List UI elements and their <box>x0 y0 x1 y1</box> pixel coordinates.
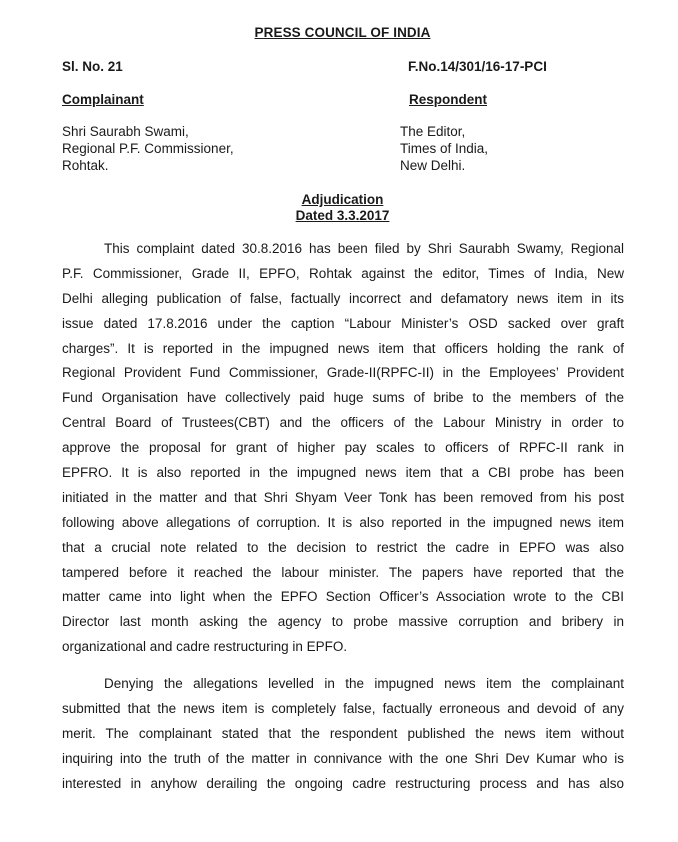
document-title <box>0 25 678 40</box>
respondent-address-line: Times of India, <box>400 141 489 156</box>
paragraph-line: interested in anyhow derailing the ongoing cadre restructuring process and has also <box>62 775 624 791</box>
adjudication-heading-text: Adjudication <box>301 192 384 207</box>
complainant-address-line: Shri Saurabh Swami, <box>62 124 189 139</box>
respondent-address-line: The Editor, <box>400 124 466 139</box>
complainant-address-line: Rohtak. <box>62 158 109 173</box>
adjudication-date-text: Dated 3.3.2017 <box>295 208 390 223</box>
file-number: F.No.14/301/16-17-PCI <box>408 59 547 74</box>
paragraph-line: organizational and cadre restructuring in EPFO. <box>62 639 348 655</box>
paragraph-line: Central Board of Trustees(CBT) and the officers of the Labour Ministry in order to <box>62 415 624 431</box>
paragraph-line: inquiring into the truth of the matter in connivance with the one Shri Dev Kumar who is <box>62 750 624 766</box>
respondent-address-line: New Delhi. <box>400 158 466 173</box>
paragraph-line: following above allegations of corruption. It is also reported in the impugned news item <box>62 514 624 530</box>
adjudication-heading <box>0 192 678 208</box>
paragraph-line: merit. The complainant stated that the respondent published the news item without <box>62 725 624 741</box>
paragraph-line: Denying the allegations levelled in the impugned news item the complainant <box>104 676 624 691</box>
adjudication-date <box>0 208 678 224</box>
paragraph-line: that a crucial note related to the decision to restrict the cadre in EPFO was also <box>62 539 624 555</box>
paragraph-line: issue dated 17.8.2016 under the caption “Labour Minister’s OSD sacked over graft <box>62 315 624 331</box>
paragraph-1 <box>62 237 624 660</box>
paragraph-line: charges”. It is reported in the impugned news item that officers holding the rank of <box>62 340 624 356</box>
complainant-address <box>62 123 234 174</box>
paragraph-2 <box>62 672 624 796</box>
paragraph-line: tampered before it reached the labour minister. The papers have reported that the <box>62 564 624 580</box>
paragraph-line: Delhi alleging publication of false, factually incorrect and defamatory news item in its <box>62 290 624 306</box>
paragraph-line: matter came into light when the EPFO Section Officer’s Association wrote to the CBI <box>62 589 624 605</box>
complainant-address-line: Regional P.F. Commissioner, <box>62 141 234 156</box>
paragraph-line: P.F. Commissioner, Grade II, EPFO, Rohtak against the editor, Times of India, New <box>62 265 624 281</box>
paragraph-line: This complaint dated 30.8.2016 has been filed by Shri Saurabh Swamy, Regional <box>104 241 624 256</box>
complainant-heading: Complainant <box>62 92 144 107</box>
document-title-text: PRESS COUNCIL OF INDIA <box>254 25 431 40</box>
paragraph-line: initiated in the matter and that Shri Shyam Veer Tonk has been removed from his post <box>62 489 624 505</box>
paragraph-line: EPFRO. It is also reported in the impugned news item that a CBI probe has been <box>62 465 624 481</box>
respondent-heading: Respondent <box>409 92 488 107</box>
paragraph-line: Regional Provident Fund Commissioner, Grade-II(RPFC-II) in the Employees’ Provident <box>62 365 624 381</box>
serial-number: Sl. No. 21 <box>62 59 123 74</box>
paragraph-line: Fund Organisation have collectively paid huge sums of bribe to the members of the <box>62 390 624 406</box>
paragraph-line: approve the proposal for grant of higher pay scales to officers of RPFC-II rank in <box>62 440 624 456</box>
paragraph-line: submitted that the news item is completely false, factually erroneous and devoid of any <box>62 700 624 716</box>
respondent-address <box>400 123 488 174</box>
paragraph-line: Director last month asking the agency to probe massive corruption and bribery in <box>62 614 624 630</box>
